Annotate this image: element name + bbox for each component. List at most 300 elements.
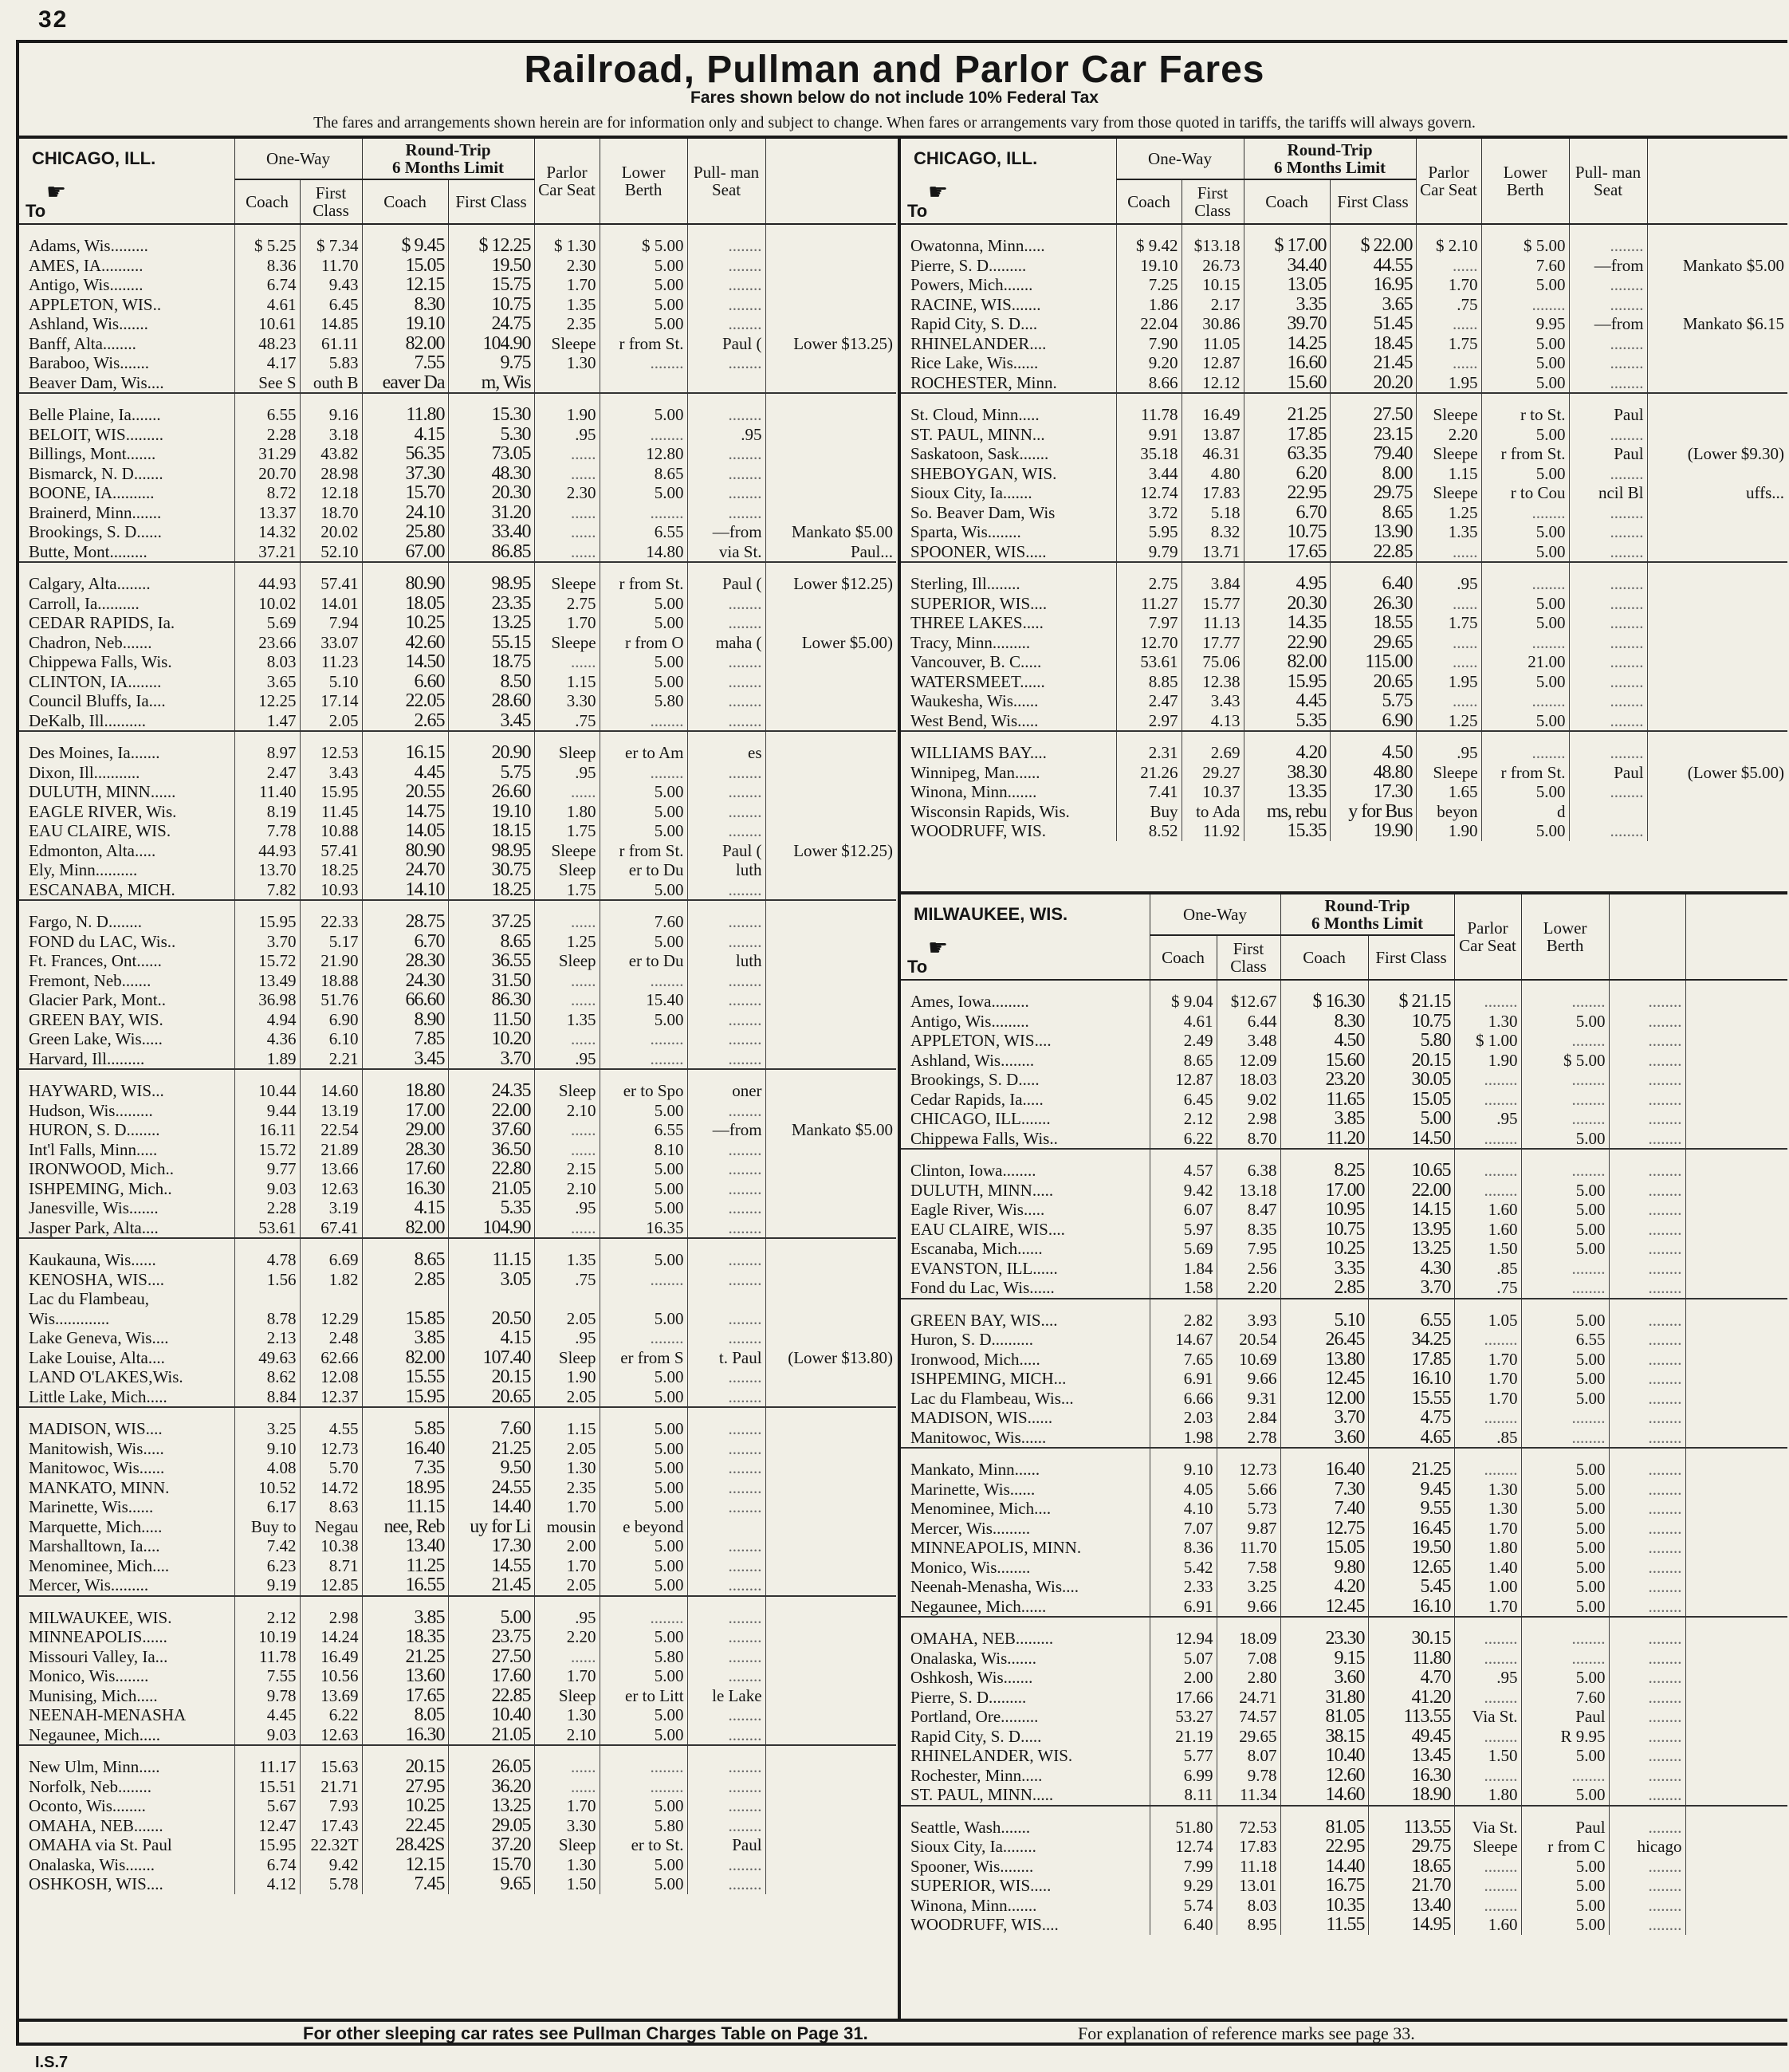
fare-cell: 1.70 — [1454, 1519, 1521, 1539]
fare-cell: 4.15 — [362, 1198, 448, 1218]
fare-cell: ........ — [687, 932, 765, 952]
fare-cell: —from — [687, 1120, 765, 1140]
fare-cell: ........ — [687, 224, 765, 256]
fare-cell: 8.72 — [234, 483, 300, 503]
destination-cell: WOODRUFF, WIS.... — [910, 1915, 1059, 1934]
fare-cell: ........ — [1454, 1129, 1521, 1150]
fare-cell: 12.37 — [300, 1387, 362, 1408]
fare-cell: 1.50 — [534, 1874, 600, 1894]
fare-cell: 5.77 — [1150, 1746, 1217, 1766]
fare-cell: 1.30 — [534, 353, 600, 373]
fare-cell: 21.45 — [448, 1575, 534, 1596]
table-row — [901, 1408, 1787, 1428]
fare-cell: hicago — [1609, 1837, 1685, 1857]
destination-cell: Manitowish, Wis..... — [29, 1438, 164, 1458]
fare-cell: 7.55 — [362, 353, 448, 373]
extra-header — [765, 139, 896, 224]
fare-cell: 1.75 — [534, 821, 600, 841]
table-row — [19, 1816, 896, 1836]
fare-cell: ........ — [1609, 1480, 1685, 1500]
fare-cell: 1.98 — [1150, 1428, 1217, 1449]
fare-cell: $ 9.42 — [1116, 224, 1182, 256]
fare-cell: 75.06 — [1182, 652, 1244, 672]
fare-cell: 5.00 — [1481, 542, 1569, 563]
fare-cell: 34.25 — [1368, 1330, 1454, 1350]
destination-cell: Ft. Frances, Ont...... — [29, 951, 162, 970]
fare-cell: 12.60 — [1280, 1766, 1368, 1786]
fare-cell: 15.55 — [362, 1367, 448, 1387]
fare-cell: 11.20 — [1280, 1129, 1368, 1150]
fare-cell: 2.65 — [362, 711, 448, 732]
fare-cell: 9.95 — [1481, 314, 1569, 334]
fare-cell — [1685, 1915, 1787, 1935]
table-row — [19, 1120, 896, 1140]
fare-cell: uffs... — [1647, 483, 1787, 503]
fare-cell: eaver Da — [362, 373, 448, 394]
fare-cell — [765, 1874, 896, 1894]
fare-cell: ........ — [1569, 562, 1647, 594]
destination-cell: Antigo, Wis........ — [29, 275, 144, 294]
fare-cell: .95 — [534, 763, 600, 783]
fare-cell: 5.00 — [1368, 1109, 1454, 1129]
table-row — [19, 464, 896, 484]
fare-cell: 1.70 — [534, 1497, 600, 1517]
fare-cell: 5.97 — [1150, 1220, 1217, 1240]
table-row — [19, 1705, 896, 1725]
fare-cell: 21.90 — [300, 951, 362, 971]
fare-cell: er to Du — [600, 951, 687, 971]
fare-cell: 7.58 — [1217, 1558, 1280, 1578]
fare-cell: 13.25 — [448, 1796, 534, 1816]
fare-cell: 22.85 — [1330, 542, 1416, 563]
destination-cell: Owatonna, Minn..... — [910, 236, 1045, 255]
fare-cell: .95 — [1416, 731, 1481, 763]
destination-cell: Negaunee, Mich...... — [901, 1597, 1150, 1618]
fare-cell — [765, 314, 896, 334]
fare-cell: 1.70 — [1454, 1369, 1521, 1389]
fare-cell — [1685, 1330, 1787, 1350]
fare-cell: 5.00 — [600, 613, 687, 633]
fare-cell: 8.10 — [600, 1140, 687, 1160]
fare-cell: 8.78 — [234, 1309, 300, 1329]
to-label: To — [907, 957, 928, 977]
fare-cell — [1685, 1766, 1787, 1786]
fare-cell — [1647, 353, 1787, 373]
fare-cell: Lower $12.25) — [765, 562, 896, 594]
fare-cell: 1.60 — [1454, 1915, 1521, 1935]
fare-cell: 1.50 — [1454, 1746, 1521, 1766]
fare-cell: ........ — [687, 1049, 765, 1070]
fare-cell: ........ — [1521, 1090, 1609, 1110]
fare-cell: 7.78 — [234, 821, 300, 841]
fare-cell: 15.95 — [234, 900, 300, 932]
fare-cell: $ 1.00 — [1454, 1031, 1521, 1051]
fare-cell — [765, 353, 896, 373]
destination-cell: EAU CLAIRE, WIS. — [29, 821, 171, 840]
fare-cell: 20.55 — [362, 782, 448, 802]
fare-cell — [765, 1816, 896, 1836]
fare-cell: 6.91 — [1150, 1597, 1217, 1618]
fare-cell — [1647, 562, 1787, 594]
fare-cell: 21.25 — [362, 1647, 448, 1667]
fare-cell: 3.65 — [234, 672, 300, 692]
fare-cell: 80.90 — [362, 841, 448, 861]
tariff-notice: The fares and arrangements shown herein are for information only and subject to change. When fares or arrangements vary from those quoted in tariffs, the tariffs will always govern. — [313, 114, 1476, 132]
fare-cell: 15.72 — [234, 1140, 300, 1160]
fare-cell: 1.30 — [534, 1458, 600, 1478]
fare-cell: 17.60 — [362, 1159, 448, 1179]
fare-cell — [1685, 1051, 1787, 1071]
fare-cell: ........ — [1569, 633, 1647, 653]
table-row — [19, 782, 896, 802]
fare-cell: ........ — [1609, 1688, 1685, 1708]
fare-cell: 15.05 — [1368, 1090, 1454, 1110]
to-label: To — [907, 201, 928, 221]
fare-cell: 5.00 — [600, 256, 687, 276]
fare-cell: 20.15 — [448, 1367, 534, 1387]
table-row — [19, 522, 896, 542]
fare-cell: 5.00 — [600, 1458, 687, 1478]
fare-cell: 18.25 — [448, 880, 534, 901]
fare-cell: ........ — [687, 1596, 765, 1628]
fare-cell: ...... — [534, 652, 600, 672]
fare-cell: ........ — [1609, 1350, 1685, 1370]
fare-cell: 20.02 — [300, 522, 362, 542]
fare-cell: 7.60 — [1521, 1688, 1609, 1708]
fare-cell: ........ — [1569, 711, 1647, 732]
fare-cell: 10.15 — [1182, 275, 1244, 295]
fare-cell: 16.35 — [600, 1218, 687, 1239]
fare-cell — [1685, 1480, 1787, 1500]
fare-cell: ........ — [1481, 731, 1569, 763]
fare-cell: 11.55 — [1280, 1915, 1368, 1935]
fare-cell: 2.35 — [534, 314, 600, 334]
fare-cell: 2.98 — [1217, 1109, 1280, 1129]
destination-cell: GREEN BAY, WIS.... — [910, 1310, 1058, 1330]
fare-cell: er to Am — [600, 731, 687, 763]
fare-cell: 12.00 — [1280, 1389, 1368, 1409]
destination-cell: MINNEAPOLIS...... — [29, 1627, 167, 1646]
fare-cell: 3.05 — [448, 1270, 534, 1290]
fare-cell: 8.63 — [300, 1497, 362, 1517]
fare-cell: 17.83 — [1217, 1837, 1280, 1857]
fare-cell: Sleep — [534, 1835, 600, 1855]
fare-cell: 3.93 — [1217, 1299, 1280, 1331]
fare-cell: 5.00 — [600, 1874, 687, 1894]
fare-cell: 1.30 — [1454, 1499, 1521, 1519]
fare-cell: 10.02 — [234, 594, 300, 614]
table-row — [901, 295, 1787, 315]
fare-cell: ........ — [1609, 1278, 1685, 1299]
fare-cell — [765, 1725, 896, 1746]
fare-cell: (Lower $13.80) — [765, 1348, 896, 1368]
fare-cell: 5.80 — [600, 1816, 687, 1836]
fare-cell: ........ — [687, 1556, 765, 1576]
fare-cell: 1.25 — [1416, 503, 1481, 523]
destination-cell: DeKalb, Ill.......... — [19, 711, 234, 732]
fare-cell: 3.84 — [1182, 562, 1244, 594]
fare-cell: ........ — [1609, 1389, 1685, 1409]
fare-cell: 5.00 — [1521, 1668, 1609, 1688]
first-class-header: First Class — [1182, 179, 1244, 224]
table-row — [19, 932, 896, 952]
fare-cell: 14.50 — [1368, 1129, 1454, 1150]
fare-cell: Sleep — [534, 731, 600, 763]
destination-cell: Onalaska, Wis....... — [29, 1854, 155, 1874]
fare-cell: 26.60 — [448, 782, 534, 802]
fare-cell: (Lower $9.30) — [1647, 444, 1787, 464]
fare-cell: 5.00 — [600, 1387, 687, 1408]
fare-cell: ........ — [1569, 522, 1647, 542]
table-row — [901, 542, 1787, 563]
fare-cell: 4.80 — [1182, 464, 1244, 484]
table-row — [19, 633, 896, 653]
fare-cell: Sleepe — [534, 841, 600, 861]
fare-cell: 35.18 — [1116, 444, 1182, 464]
fare-cell: 16.30 — [362, 1179, 448, 1199]
fare-cell — [765, 425, 896, 445]
table-row — [19, 1238, 896, 1270]
table-row — [19, 1101, 896, 1121]
fare-cell: 1.90 — [1454, 1051, 1521, 1071]
lower-header: Lower Berth — [1481, 139, 1569, 224]
fare-cell: 1.65 — [1416, 782, 1481, 802]
fare-cell — [1647, 464, 1787, 484]
fare-cell: ........ — [1569, 691, 1647, 711]
fare-cell: 11.15 — [448, 1238, 534, 1270]
destination-cell: HAYWARD, WIS... — [29, 1081, 164, 1100]
fare-cell: 1.30 — [534, 1855, 600, 1875]
fare-cell: 3.85 — [362, 1596, 448, 1628]
table-row — [901, 1239, 1787, 1259]
destination-cell: Dixon, Ill........... — [29, 762, 140, 782]
fare-cell: 9.55 — [1368, 1499, 1454, 1519]
fare-cell — [1685, 1299, 1787, 1331]
table-row — [901, 1070, 1787, 1090]
fare-cell: ........ — [600, 353, 687, 373]
fare-cell: Paul — [1569, 393, 1647, 425]
destination-cell: Banff, Alta........ — [29, 333, 136, 353]
fare-cell: ........ — [1454, 1149, 1521, 1181]
fare-cell: 9.91 — [1116, 425, 1182, 445]
fare-cell: ........ — [1569, 594, 1647, 614]
fare-cell: ........ — [1569, 672, 1647, 692]
fare-cell — [765, 1517, 896, 1537]
fare-cell: 57.41 — [300, 841, 362, 861]
fare-cell — [600, 1289, 687, 1309]
fare-cell — [1685, 1837, 1787, 1857]
fare-cell: r from C — [1521, 1837, 1609, 1857]
fare-cell: 3.48 — [1217, 1031, 1280, 1051]
fare-cell: 8.97 — [234, 731, 300, 763]
fare-cell: 5.00 — [1521, 1577, 1609, 1597]
fare-cell: 1.70 — [534, 1556, 600, 1576]
fare-cell: ........ — [1609, 1915, 1685, 1935]
fare-cell: 17.30 — [1330, 782, 1416, 802]
fare-cell: 23.75 — [448, 1627, 534, 1647]
fare-cell: 4.45 — [362, 763, 448, 783]
fare-cell: 4.30 — [1368, 1259, 1454, 1279]
fare-cell: 5.00 — [1521, 1369, 1609, 1389]
fare-cell: 44.93 — [234, 841, 300, 861]
fare-cell: 3.19 — [300, 1198, 362, 1218]
fare-cell: 21.19 — [1150, 1727, 1217, 1747]
fare-cell: 5.00 — [600, 393, 687, 425]
destination-cell: Rapid City, S. D.... — [910, 314, 1038, 333]
fare-cell: 2.28 — [234, 1198, 300, 1218]
table-row — [19, 562, 896, 594]
fare-cell: 1.30 — [1454, 1012, 1521, 1032]
fare-cell: 2.97 — [1116, 711, 1182, 732]
fare-cell: ........ — [600, 711, 687, 732]
fare-cell: 5.00 — [1521, 1350, 1609, 1370]
table-row — [901, 1350, 1787, 1370]
fare-cell: 82.00 — [362, 1348, 448, 1368]
table-row — [19, 731, 896, 763]
fare-cell: $ 5.00 — [600, 224, 687, 256]
fare-cell: 30.86 — [1182, 314, 1244, 334]
fare-cell: 4.45 — [1244, 691, 1330, 711]
destination-cell: Janesville, Wis....... — [29, 1198, 159, 1217]
to-label: To — [26, 201, 46, 221]
destination-cell: Cedar Rapids, Ia..... — [910, 1089, 1044, 1109]
destination-cell: Marshalltown, Ia.... — [29, 1536, 160, 1555]
fare-cell: 11.65 — [1280, 1090, 1368, 1110]
destination-cell: Fond du Lac, Wis...... — [901, 1278, 1150, 1299]
fare-cell: 86.85 — [448, 542, 534, 563]
table-row — [901, 1012, 1787, 1032]
fare-cell: 12.15 — [362, 275, 448, 295]
fare-cell: er to Litt — [600, 1686, 687, 1706]
fare-cell — [1685, 1707, 1787, 1727]
fare-cell — [765, 373, 896, 394]
fare-cell: 3.85 — [1280, 1109, 1368, 1129]
fare-cell: 19.10 — [362, 314, 448, 334]
fare-cell: 20.30 — [1244, 594, 1330, 614]
table-row — [901, 464, 1787, 484]
fare-cell: 1.95 — [1416, 373, 1481, 394]
table-row — [19, 353, 896, 373]
table-row — [19, 1289, 896, 1309]
fare-cell: beyon — [1416, 802, 1481, 822]
destination-cell: Tracy, Minn......... — [910, 632, 1031, 652]
fare-cell: ........ — [687, 295, 765, 315]
fare-cell: 73.05 — [448, 444, 534, 464]
fare-cell: 20.65 — [1330, 672, 1416, 692]
fare-cell: 15.55 — [1368, 1389, 1454, 1409]
table-row — [901, 503, 1787, 523]
destination-cell: Council Bluffs, Ia.... — [29, 691, 166, 710]
fare-cell: 8.36 — [1150, 1538, 1217, 1558]
fare-cell: 46.31 — [1182, 444, 1244, 464]
table-row — [19, 711, 896, 732]
fare-cell: 36.50 — [448, 1140, 534, 1160]
limit-label: 6 Months Limit — [1311, 914, 1424, 933]
fare-cell: 6.55 — [234, 393, 300, 425]
fare-cell: 48.30 — [448, 464, 534, 484]
table-row — [901, 1668, 1787, 1688]
fare-cell: 17.43 — [300, 1816, 362, 1836]
fare-cell — [1685, 1597, 1787, 1618]
fare-cell: 2.05 — [534, 1575, 600, 1596]
fare-cell: .75 — [534, 711, 600, 732]
fare-cell — [765, 860, 896, 880]
fare-cell — [765, 1049, 896, 1070]
fare-cell — [1685, 1806, 1787, 1838]
destination-cell: Bismarck, N. D....... — [29, 463, 163, 483]
fare-cell — [1647, 275, 1787, 295]
fare-cell — [1685, 1369, 1787, 1389]
fare-cell — [765, 1439, 896, 1459]
fare-cell: 34.40 — [1244, 256, 1330, 276]
fare-cell: 22.95 — [1280, 1837, 1368, 1857]
fare-cell: Sleep — [534, 1069, 600, 1101]
fare-cell — [765, 1777, 896, 1797]
fare-cell: 16.30 — [1368, 1766, 1454, 1786]
extra-header — [1647, 139, 1787, 224]
table-row — [19, 880, 896, 901]
fare-cell: ........ — [687, 613, 765, 633]
destination-cell: Winnipeg, Man...... — [910, 762, 1040, 782]
fare-cell: 66.60 — [362, 990, 448, 1010]
destination-cell: Fargo, N. D........ — [29, 912, 142, 931]
fare-cell: ........ — [1521, 1031, 1609, 1051]
fare-cell: ........ — [1481, 691, 1569, 711]
fare-cell — [1685, 1109, 1787, 1129]
fare-cell: 28.98 — [300, 464, 362, 484]
fare-cell: 5.00 — [600, 295, 687, 315]
fare-cell: 2.30 — [534, 483, 600, 503]
fare-cell — [1647, 522, 1787, 542]
fare-cell: 12.74 — [1150, 1837, 1217, 1857]
fare-cell: 9.16 — [300, 393, 362, 425]
table-row — [19, 1140, 896, 1160]
fare-cell — [362, 1289, 448, 1309]
round-trip-label: Round-Trip — [1287, 140, 1373, 159]
fare-cell — [1685, 1408, 1787, 1428]
fare-cell: 5.75 — [1330, 691, 1416, 711]
fare-cell — [765, 1407, 896, 1439]
fare-cell: 1.86 — [1116, 295, 1182, 315]
fare-cell: Sleep — [534, 951, 600, 971]
fare-cell: 6.55 — [1368, 1299, 1454, 1331]
fare-cell: 16.15 — [362, 731, 448, 763]
table-row — [901, 1330, 1787, 1350]
fare-cell: 56.35 — [362, 444, 448, 464]
fare-cell: 10.93 — [300, 880, 362, 901]
fare-cell: 18.45 — [1330, 334, 1416, 354]
fare-cell: 11.27 — [1116, 594, 1182, 614]
fare-cell — [765, 652, 896, 672]
fare-cell: ........ — [1521, 1649, 1609, 1669]
fare-cell — [765, 821, 896, 841]
fare-cell — [1685, 1688, 1787, 1708]
fare-cell: 7.60 — [448, 1407, 534, 1439]
fare-cell: 16.49 — [300, 1647, 362, 1667]
fare-cell: $12.67 — [1217, 980, 1280, 1012]
fare-cell: ........ — [687, 1796, 765, 1816]
origin-label: MILWAUKEE, WIS. — [914, 904, 1068, 924]
table-row — [19, 1387, 896, 1408]
fare-cell: ........ — [1569, 425, 1647, 445]
fare-cell: 30.75 — [448, 860, 534, 880]
fare-cell: 7.40 — [1280, 1499, 1368, 1519]
fare-cell: 7.60 — [1481, 256, 1569, 276]
fare-cell — [765, 1556, 896, 1576]
destination-cell: Neenah-Menasha, Wis.... — [910, 1577, 1079, 1596]
fare-cell: 1.75 — [534, 880, 600, 901]
destination-cell: ESCANABA, MICH. — [19, 880, 234, 901]
